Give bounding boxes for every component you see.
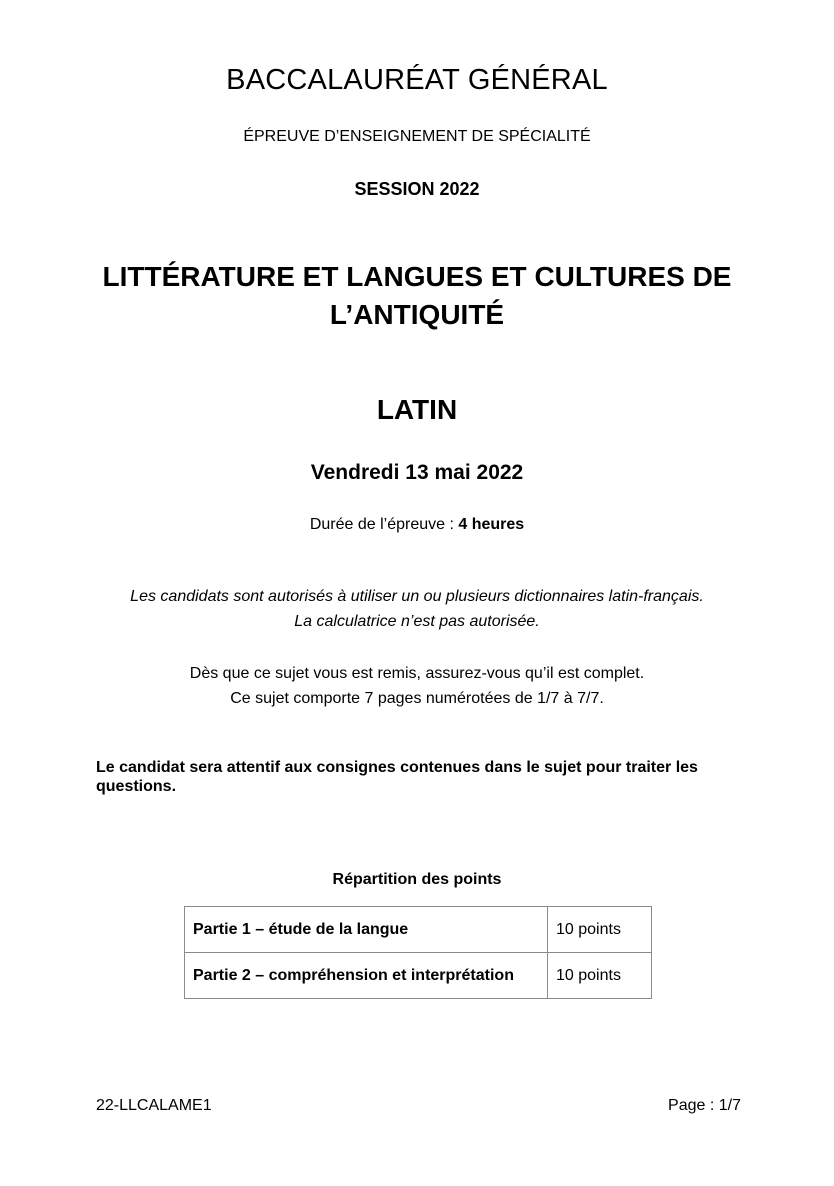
check-complete-instruction: Dès que ce sujet vous est remis, assurez-vous qu’il est complet. [189, 665, 645, 682]
table-cell-points: 10 points [548, 907, 652, 953]
table-cell-part: Partie 2 – compréhension et interprétation [185, 953, 548, 999]
subject-title-line-2: L’ANTIQUITÉ [329, 299, 505, 330]
page-count-instruction: Ce sujet comporte 7 pages numérotées de 1/7 à 7/7. [230, 690, 604, 707]
exam-type: ÉPREUVE D’ENSEIGNEMENT DE SPÉCIALITÉ [243, 128, 591, 145]
subject-title-line-1: LITTÉRATURE ET LANGUES ET CULTURES DE [102, 261, 732, 292]
exam-title: BACCALAURÉAT GÉNÉRAL [226, 64, 608, 96]
exam-duration [0, 516, 834, 534]
duration-value: 4 heures [458, 516, 525, 533]
duration-label: Durée de l’épreuve : [309, 516, 459, 533]
exam-date: Vendredi 13 mai 2022 [310, 461, 524, 484]
footer-page-number: Page : 1/7 [668, 1097, 741, 1114]
points-table [184, 906, 652, 999]
table-row [185, 907, 652, 953]
table-cell-points: 10 points [548, 953, 652, 999]
subject-title [0, 258, 834, 334]
points-heading: Répartition des points [332, 871, 502, 888]
dictionaries-rule: Les candidats sont autorisés à utiliser un ou plusieurs dictionnaires latin-français. [130, 588, 704, 605]
table-row [185, 953, 652, 999]
language-title: LATIN [376, 394, 458, 425]
instructions [0, 661, 834, 711]
calculator-rule: La calculatrice n’est pas autorisée. [294, 613, 540, 630]
authorizations [0, 584, 834, 634]
candidate-notice: Le candidat sera attentif aux consignes contenues dans le sujet pour traiter les questions. [96, 759, 698, 795]
session-label: SESSION 2022 [354, 179, 480, 199]
footer-subject-code: 22-LLCALAME1 [96, 1097, 212, 1114]
table-cell-part: Partie 1 – étude de la langue [185, 907, 548, 953]
